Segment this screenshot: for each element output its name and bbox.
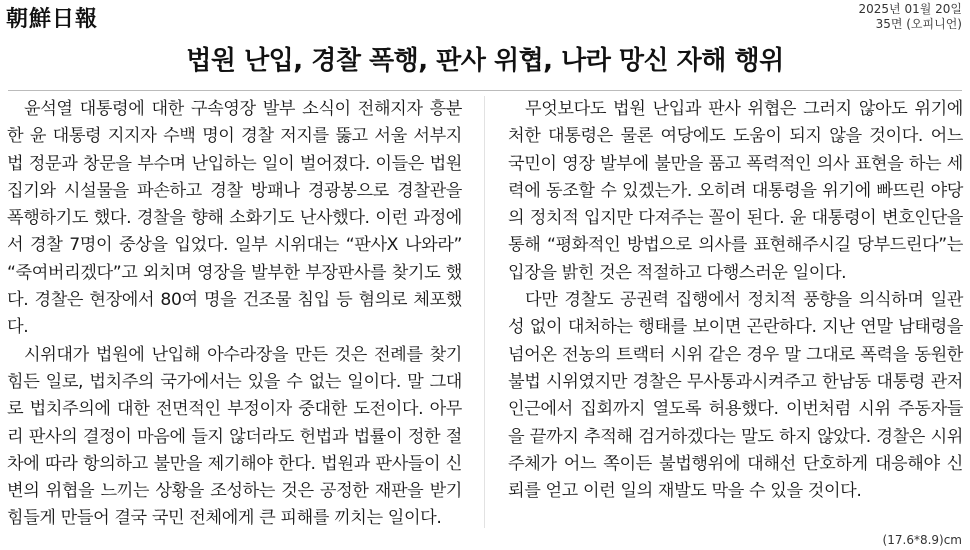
headline-rule (8, 90, 962, 91)
column-divider (484, 96, 485, 528)
article-paragraph: 무엇보다도 법원 난입과 판사 위협은 그러지 않아도 위기에 처한 대통령은 물론 여당에도 도움이 되지 않을 것이다. 어느 국민이 영장 발부에 불만을 품고 폭력적인 의사 표현을 하는 세력에 동조할 수 있겠는가. 오히려 대통령을 위기에 빠뜨린 야당의 정치적 입지만 다져주는 꼴이 된다. 윤 대통령이 변호인단을 통해 “평화적인 방법으로 의사를 표현해주시길 당부드린다”는 입장을 밝힌 것은 적절하고 다행스러운 일이다. (508, 99, 963, 283)
article-paragraph: 다만 경찰도 공권력 집행에서 정치적 풍향을 의식하며 일관성 없이 대처하는 행태를 보이면 곤란하다. 지난 연말 남태령을 넘어온 전농의 트랙터 시위 같은 경우 말 그대로 폭력을 동원한 불법 시위였지만 경찰은 무사통과시켜주고 한남동 대통령 관저 인근에서 집회까지 열도록 허용했다. 이번처럼 시위 주동자들을 끝까지 추적해 검거하겠다는 말도 하지 않았다. 경찰은 시위 주체가 어느 쪽이든 불법행위에 대해선 단호하게 대응해야 신뢰를 얻고 이런 일의 재발도 막을 수 있을 것이다. (508, 290, 963, 502)
clipping-size-note: (17.6*8.9)cm (882, 533, 962, 547)
publish-date: 2025년 01월 20일 (858, 2, 962, 16)
article-meta (859, 2, 962, 32)
article-paragraph: 윤석열 대통령에 대한 구속영장 발부 소식이 전해지자 흥분한 윤 대통령 지지자 수백 명이 경찰 저지를 뚫고 서울 서부지법 정문과 창문을 부수며 난입하는 일이 벌어졌다. 이들은 법원 집기와 시설물을 파손하고 경찰 방패나 경광봉으로 경찰관을 폭행하기도 했다. 경찰을 향해 소화기도 난사했다. 이런 과정에서 경찰 7명이 중상을 입었다. 일부 시위대는 “판사X 나와라” “죽여버리겠다”고 외치며 영장을 발부한 부장판사를 찾기도 했다. 경찰은 현장에서 80여 명을 건조물 침입 등 혐의로 체포했다. (7, 99, 462, 338)
article-column-right (508, 96, 963, 505)
page-section: 35면 (오피니언) (875, 17, 962, 31)
article-headline: 법원 난입, 경찰 폭행, 판사 위협, 나라 망신 자해 행위 (186, 46, 784, 76)
article-column-left (7, 96, 462, 533)
article-paragraph: 시위대가 법원에 난입해 아수라장을 만든 것은 전례를 찾기 힘든 일로, 법치주의 국가에서는 있을 수 없는 일이다. 말 그대로 법치주의에 대한 전면적인 부정이자 중대한 도전이다. 아무리 판사의 결정이 마음에 들지 않더라도 헌법과 법률이 정한 절차에 따라 항의하고 불만을 제기해야 한다. 법원과 판사들이 신변의 위협을 느끼는 상황을 조성하는 것은 공정한 재판을 받기 힘들게 만들어 결국 국민 전체에게 큰 피해를 끼치는 일이다. (7, 344, 462, 529)
newspaper-logo: 朝鮮日報 (6, 6, 99, 32)
